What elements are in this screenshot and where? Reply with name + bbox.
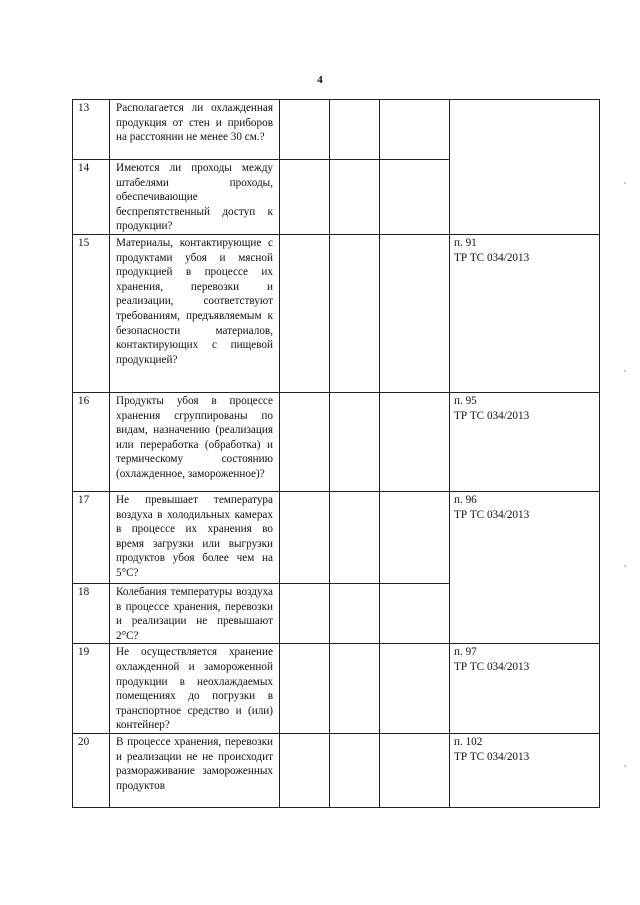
requirement-question: Располагается ли охлажденная продукция от стен и приборов на расстоянии не менее 30 см.? <box>110 100 280 160</box>
requirement-reference <box>450 491 600 643</box>
requirement-reference <box>450 234 600 392</box>
row-number: 18 <box>73 583 110 643</box>
answer-yes-cell <box>280 392 330 491</box>
answer-no-cell <box>330 583 380 643</box>
requirement-question: Материалы, контактирующие с продуктами убоя и мясной продукцией в процессе их хранения, перевозки и реализации, соответствуют требованиям, предъявляемым к безопасности материалов, контактирующих с пищевой продукцией? <box>110 234 280 392</box>
answer-yes-cell <box>280 583 330 643</box>
requirement-question: Не осуществляется хранение охлажденной и замороженной продукции в неохлаждаемых помещениях до погрузки в транспортное средство и (или) контейнер? <box>110 644 280 734</box>
requirement-question: Не превышает температура воздуха в холодильных камерах в процессе их хранения во время загрузки или выгрузки продуктов убоя более чем на 5°С? <box>110 491 280 583</box>
reference-clause: п. 91 <box>454 236 477 249</box>
checklist-table <box>72 99 600 808</box>
answer-yes-cell <box>280 733 330 807</box>
requirement-reference <box>450 392 600 491</box>
answer-yes-cell <box>280 644 330 734</box>
requirement-reference <box>450 644 600 734</box>
answer-no-cell <box>330 160 380 235</box>
answer-yes-cell <box>280 100 330 160</box>
answer-na-cell <box>380 733 450 807</box>
answer-na-cell <box>380 644 450 734</box>
reference-standard: ТР ТС 034/2013 <box>454 508 530 521</box>
reference-clause: п. 102 <box>454 735 483 748</box>
table-row <box>73 234 600 392</box>
requirement-question: Колебания температуры воздуха в процессе хранения, перевозки и реализации не превышают 2°С? <box>110 583 280 643</box>
answer-no-cell <box>330 234 380 392</box>
reference-standard: ТР ТС 034/2013 <box>454 750 530 763</box>
table-row <box>73 733 600 807</box>
answer-na-cell <box>380 392 450 491</box>
reference-standard: ТР ТС 034/2013 <box>454 251 530 264</box>
requirement-reference <box>450 733 600 807</box>
answer-na-cell <box>380 234 450 392</box>
scan-speck <box>624 182 626 184</box>
table-row <box>73 491 600 583</box>
answer-no-cell <box>330 491 380 583</box>
table-row <box>73 392 600 491</box>
scan-speck <box>624 765 626 767</box>
table-row <box>73 644 600 734</box>
answer-na-cell <box>380 160 450 235</box>
scan-speck <box>624 565 626 567</box>
answer-yes-cell <box>280 160 330 235</box>
scan-speck <box>624 370 626 372</box>
reference-standard: ТР ТС 034/2013 <box>454 660 530 673</box>
page-number: 4 <box>317 74 323 86</box>
answer-na-cell <box>380 491 450 583</box>
answer-no-cell <box>330 733 380 807</box>
reference-clause: п. 95 <box>454 394 477 407</box>
answer-no-cell <box>330 392 380 491</box>
row-number: 16 <box>73 392 110 491</box>
row-number: 17 <box>73 491 110 583</box>
row-number: 20 <box>73 733 110 807</box>
answer-no-cell <box>330 644 380 734</box>
row-number: 14 <box>73 160 110 235</box>
row-number: 13 <box>73 100 110 160</box>
reference-clause: п. 96 <box>454 493 477 506</box>
requirement-question: Продукты убоя в процессе хранения сгруппированы по видам, назначению (реализация или переработка (обработка) и термическому состоянию (охлажденное, замороженное)? <box>110 392 280 491</box>
table-row <box>73 100 600 160</box>
row-number: 15 <box>73 234 110 392</box>
requirement-question: Имеются ли проходы между штабелями проходы, обеспечивающие беспрепятственный доступ к продукции? <box>110 160 280 235</box>
requirement-reference <box>450 100 600 235</box>
reference-clause: п. 97 <box>454 646 477 659</box>
answer-yes-cell <box>280 491 330 583</box>
answer-no-cell <box>330 100 380 160</box>
answer-na-cell <box>380 100 450 160</box>
answer-yes-cell <box>280 234 330 392</box>
row-number: 19 <box>73 644 110 734</box>
answer-na-cell <box>380 583 450 643</box>
reference-standard: ТР ТС 034/2013 <box>454 409 530 422</box>
requirement-question: В процессе хранения, перевозки и реализации не не происходит размораживание замороженных продуктов <box>110 733 280 807</box>
